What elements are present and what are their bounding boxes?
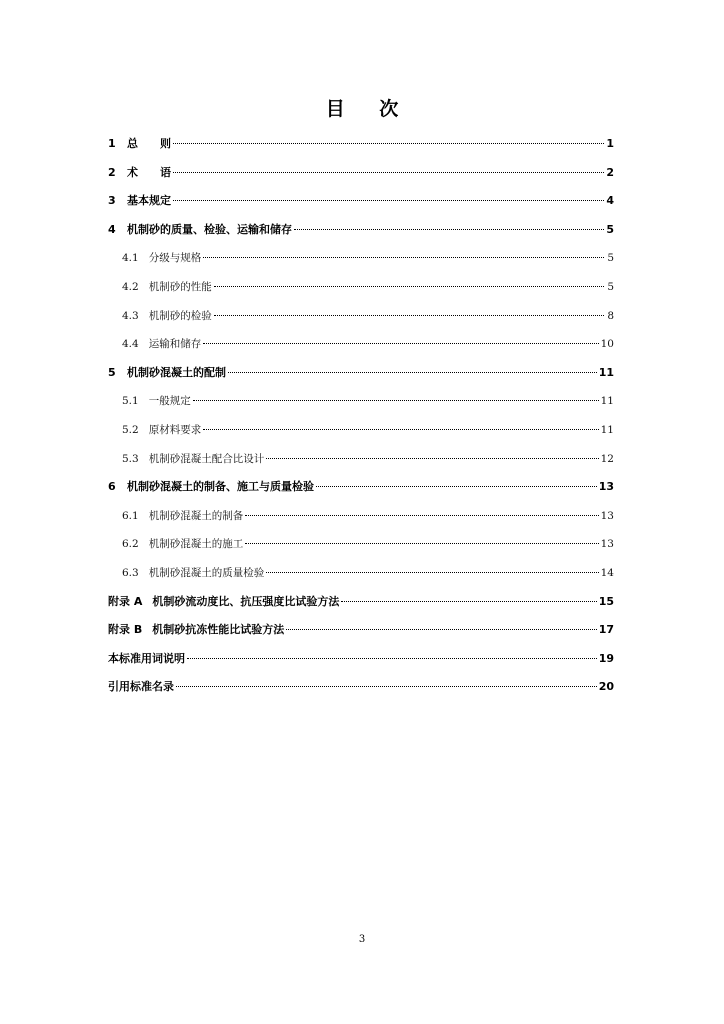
dot-leader	[187, 658, 597, 659]
toc-entry-number: 4.1	[122, 252, 139, 265]
toc-entry-number: 6.1	[122, 509, 139, 522]
toc-entry-number: 附录 B	[108, 623, 143, 637]
toc-entry-number: 6	[108, 480, 116, 494]
toc-entry-label: 术 语	[127, 165, 171, 179]
toc-entry-page: 8	[607, 309, 614, 322]
page-number: 3	[358, 934, 366, 945]
toc-entry-label: 机制砂的质量、检验、运输和储存	[127, 222, 292, 236]
toc-entry-label: 基本规定	[127, 194, 171, 208]
toc-entry-number: 5.3	[122, 452, 139, 465]
toc-entry-label: 机制砂的性能	[148, 280, 212, 293]
toc-entry-page: 20	[598, 680, 614, 694]
toc-entry-page: 5	[606, 222, 614, 236]
dot-leader	[203, 257, 604, 258]
toc-entry-label: 一般规定	[148, 395, 191, 408]
toc-entry[interactable]	[108, 216, 614, 245]
dot-leader	[193, 400, 599, 401]
toc-entry-number: 6.2	[122, 538, 139, 551]
page-title: 目 次	[325, 98, 413, 120]
toc-entry-label: 机制砂混凝土配合比设计	[148, 452, 265, 465]
toc-entry-number: 4.3	[122, 309, 139, 322]
toc-entry-number: 4.2	[122, 280, 139, 293]
dot-leader	[341, 601, 596, 602]
dot-leader	[173, 172, 604, 173]
dot-leader	[245, 543, 598, 544]
dot-leader	[286, 629, 596, 630]
dot-leader	[176, 686, 597, 687]
toc-entry-page: 14	[600, 566, 614, 579]
toc-entry-label: 机制砂流动度比、抗压强度比试验方法	[152, 594, 340, 608]
toc-entry-number: 1	[108, 137, 116, 150]
dot-leader	[228, 372, 597, 373]
toc-entry-number: 3	[108, 194, 116, 208]
toc-entry-number: 5.1	[122, 395, 139, 408]
toc-entry-label: 分级与规格	[148, 252, 202, 265]
toc-entry-page: 17	[598, 623, 614, 637]
toc-entry-label: 原材料要求	[148, 423, 202, 436]
toc-entry-label: 引用标准名录	[108, 680, 174, 694]
toc-entry[interactable]	[108, 588, 614, 617]
toc-entry[interactable]	[108, 244, 614, 273]
toc-entry-page: 13	[600, 538, 614, 551]
toc-entry[interactable]	[108, 187, 614, 216]
toc-entry-label: 机制砂混凝土的施工	[148, 538, 244, 551]
toc-entry[interactable]	[108, 273, 614, 302]
toc-entry-label: 总 则	[127, 137, 171, 150]
toc-entry-page: 11	[598, 365, 614, 379]
toc-entry-number: 6.3	[122, 566, 139, 579]
toc-entry[interactable]	[108, 645, 614, 674]
toc-entry-label: 机制砂抗冻性能比试验方法	[152, 623, 285, 637]
dot-leader	[316, 486, 597, 487]
toc-entry-label: 机制砂混凝土的制备、施工与质量检验	[127, 480, 314, 494]
toc-entry-page: 2	[606, 165, 614, 179]
dot-leader	[173, 200, 604, 201]
toc-entry-page: 19	[598, 651, 614, 665]
toc-entry-label: 本标准用词说明	[108, 651, 185, 665]
toc-entry-label: 机制砂的检验	[148, 309, 212, 322]
dot-leader	[266, 572, 598, 573]
toc-entry[interactable]	[108, 502, 614, 531]
toc-entry-label: 运输和储存	[148, 338, 202, 351]
toc-entry-number: 2	[108, 165, 116, 179]
dot-leader	[214, 286, 604, 287]
toc-entry[interactable]	[108, 473, 614, 502]
dot-leader	[214, 315, 604, 316]
toc-entry[interactable]	[108, 359, 614, 388]
toc-entry[interactable]	[108, 130, 614, 159]
toc-entry-page: 11	[600, 423, 614, 436]
dot-leader	[245, 515, 598, 516]
toc-entry[interactable]	[108, 445, 614, 474]
toc-entry-page: 5	[607, 252, 614, 265]
toc-entry-number: 5.2	[122, 423, 139, 436]
toc-entry-number: 4	[108, 222, 116, 236]
toc-entry-page: 11	[600, 395, 614, 408]
toc-entry[interactable]	[108, 330, 614, 359]
dot-leader	[294, 229, 604, 230]
toc-entry[interactable]	[108, 387, 614, 416]
toc-entry[interactable]	[108, 159, 614, 188]
toc-entry-page: 5	[607, 280, 614, 293]
dot-leader	[173, 143, 604, 144]
toc-entry[interactable]	[108, 673, 614, 702]
toc-entry-page: 12	[600, 452, 614, 465]
dot-leader	[203, 429, 598, 430]
toc-entry[interactable]	[108, 302, 614, 331]
toc-entry-label: 机制砂混凝土的配制	[127, 365, 226, 379]
toc-entry-label: 机制砂混凝土的制备	[148, 509, 244, 522]
toc-entry-page: 13	[598, 480, 614, 494]
table-of-contents	[108, 130, 614, 702]
dot-leader	[203, 343, 598, 344]
toc-entry-label: 机制砂混凝土的质量检验	[148, 566, 265, 579]
toc-entry-page: 1	[606, 137, 614, 150]
toc-entry-number: 4.4	[122, 338, 139, 351]
toc-entry-page: 15	[598, 594, 614, 608]
toc-entry[interactable]	[108, 416, 614, 445]
toc-entry-number: 附录 A	[108, 594, 143, 608]
toc-entry-page: 4	[606, 194, 614, 208]
toc-entry-page: 13	[600, 509, 614, 522]
toc-entry[interactable]	[108, 559, 614, 588]
toc-entry-page: 10	[600, 338, 614, 351]
toc-entry[interactable]	[108, 616, 614, 645]
toc-entry[interactable]	[108, 530, 614, 559]
toc-entry-number: 5	[108, 365, 116, 379]
dot-leader	[266, 458, 598, 459]
